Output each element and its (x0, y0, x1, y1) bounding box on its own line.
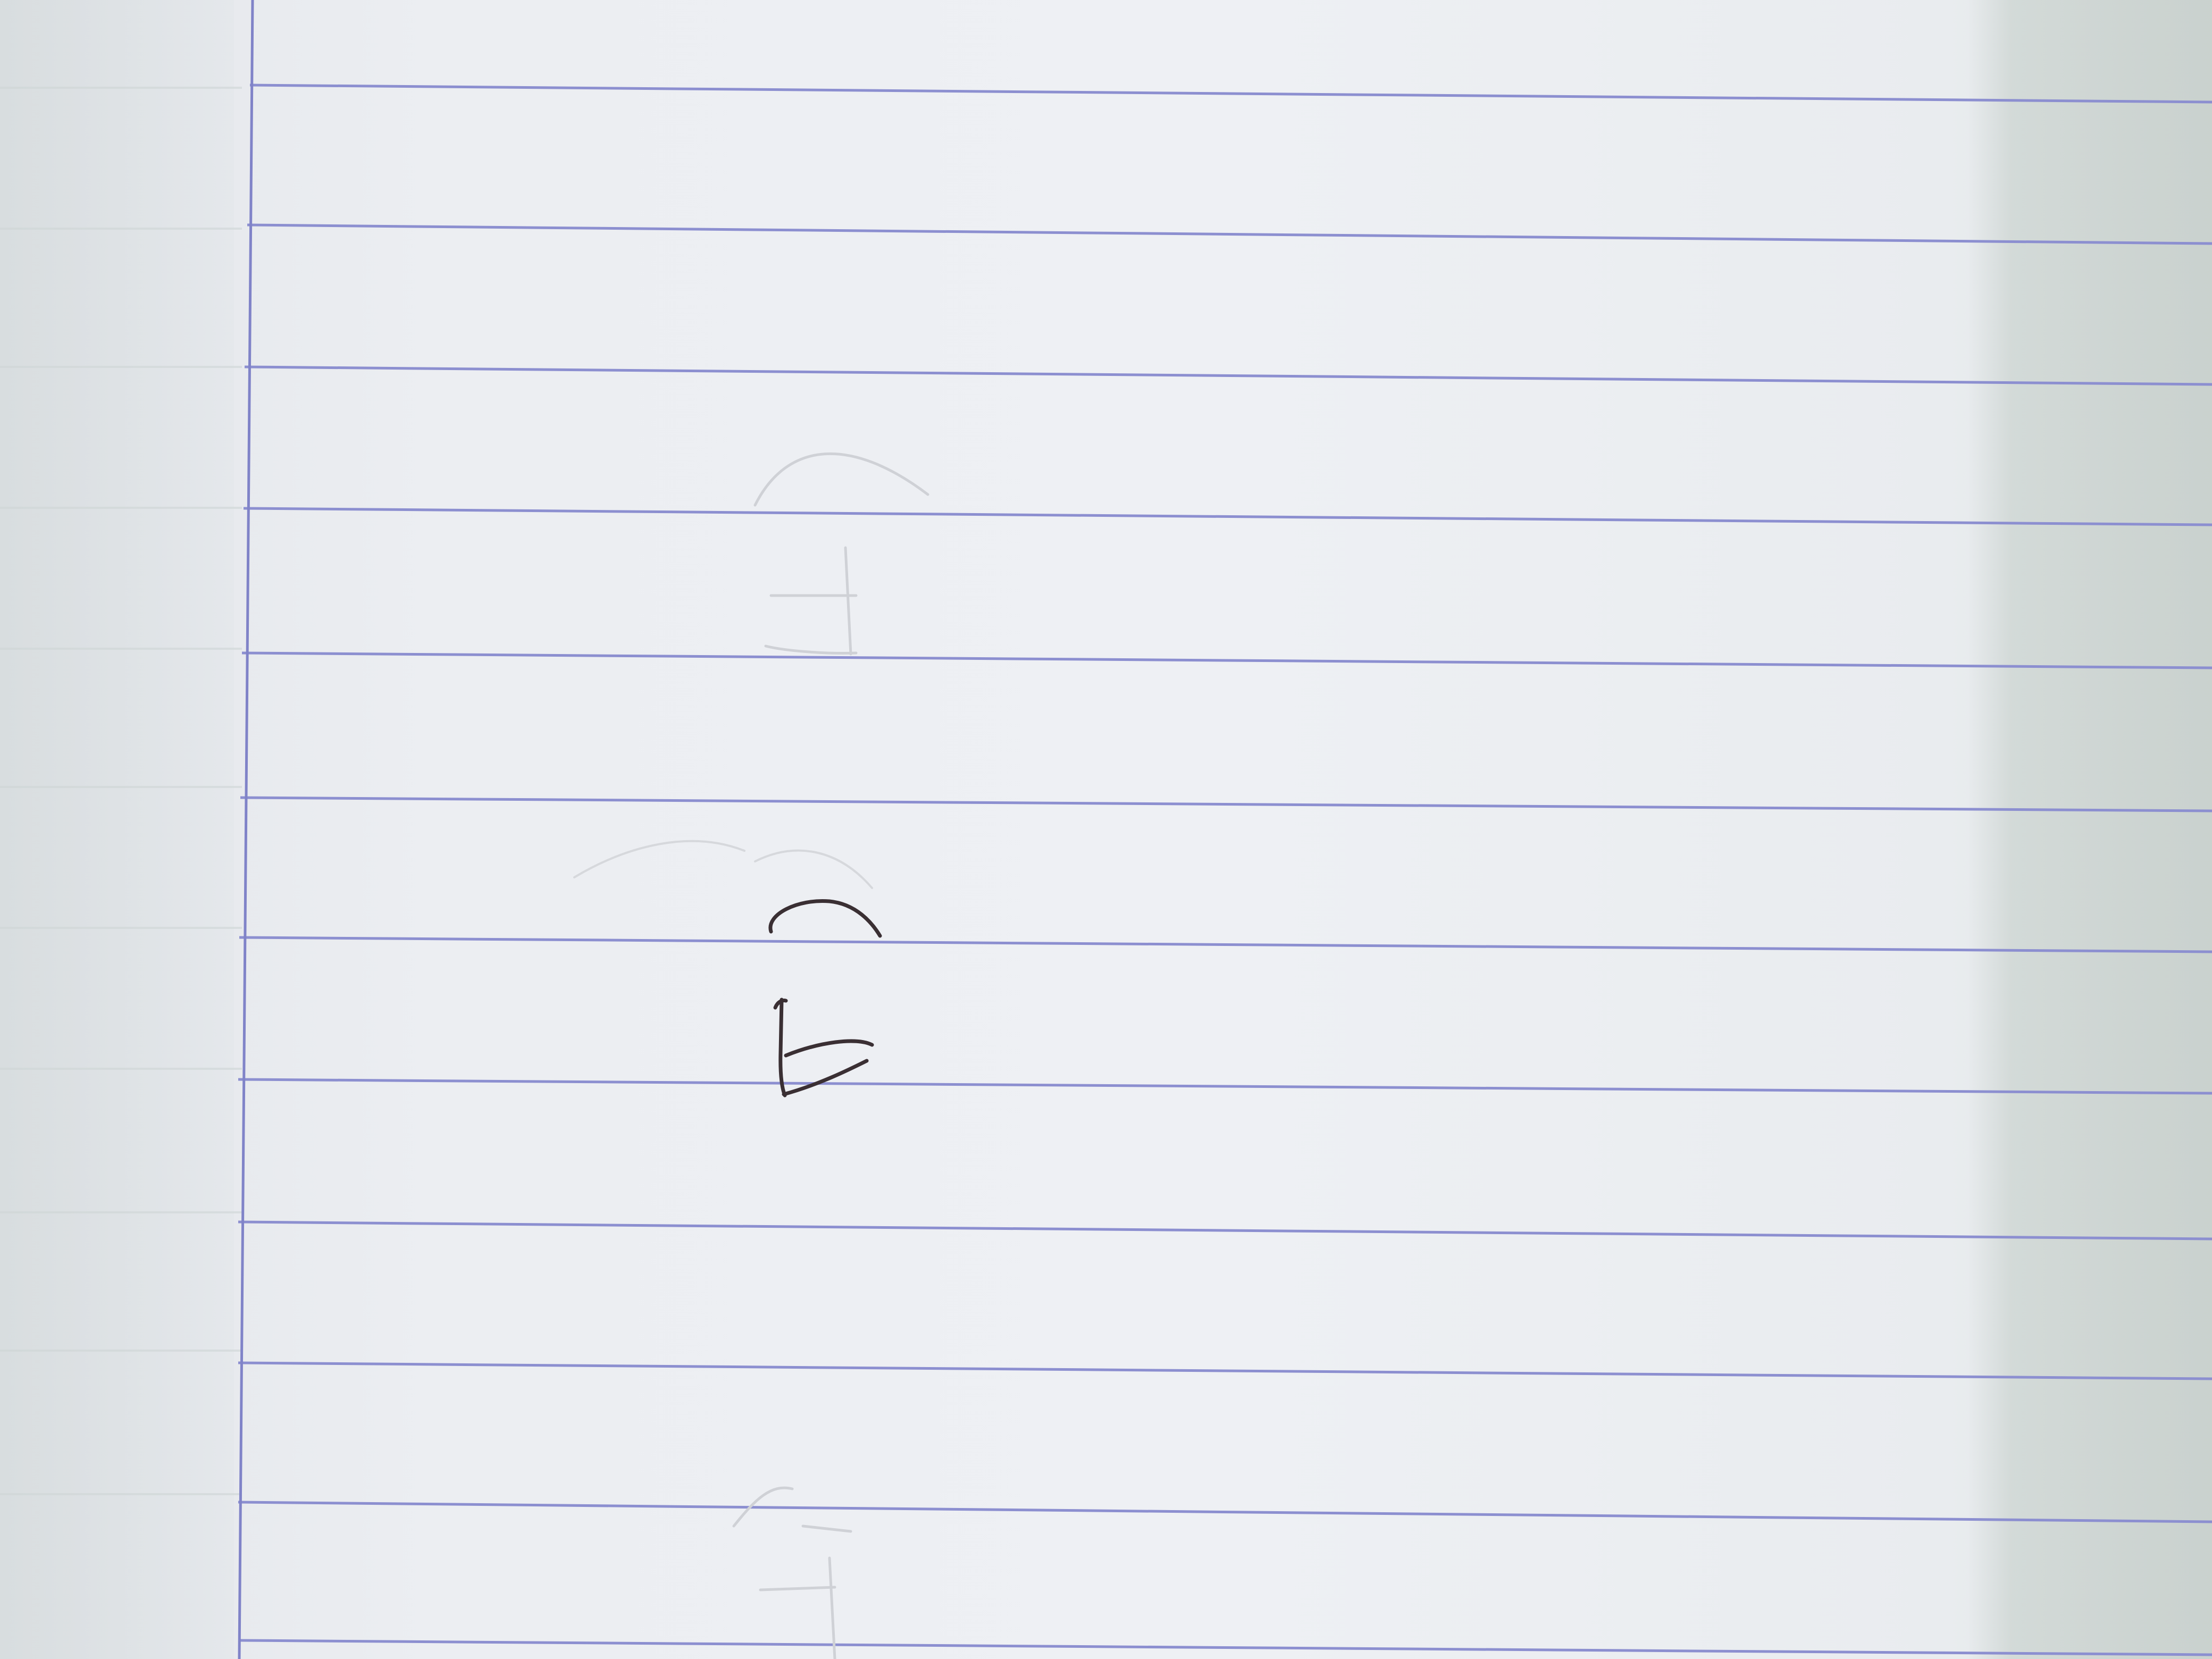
rule-line (238, 1363, 2212, 1379)
rule-lines (238, 85, 2212, 1655)
letter-spine (781, 1000, 785, 1095)
rule-line (240, 798, 2212, 811)
letter-middle-bar (786, 1041, 872, 1055)
ghost-letter-bottom (734, 1488, 851, 1659)
margin-line (239, 0, 253, 1659)
rule-line (238, 1502, 2212, 1522)
underlying-page-lines (0, 88, 242, 1494)
rule-line (245, 367, 2212, 384)
rule-line (239, 937, 2212, 952)
rule-line (244, 508, 2212, 525)
handwritten-letter-e-circumflex (770, 901, 880, 1095)
rule-line (239, 1640, 2212, 1655)
circumflex-stroke (770, 901, 880, 936)
rule-line (250, 85, 2212, 102)
ghost-letter-top (755, 454, 928, 654)
letter-bottom-bar (784, 1061, 867, 1094)
rule-line (247, 225, 2212, 244)
rule-line (238, 1222, 2212, 1239)
rule-line (238, 1079, 2212, 1093)
rule-line (242, 653, 2212, 668)
ghost-letter-middle (574, 841, 872, 888)
